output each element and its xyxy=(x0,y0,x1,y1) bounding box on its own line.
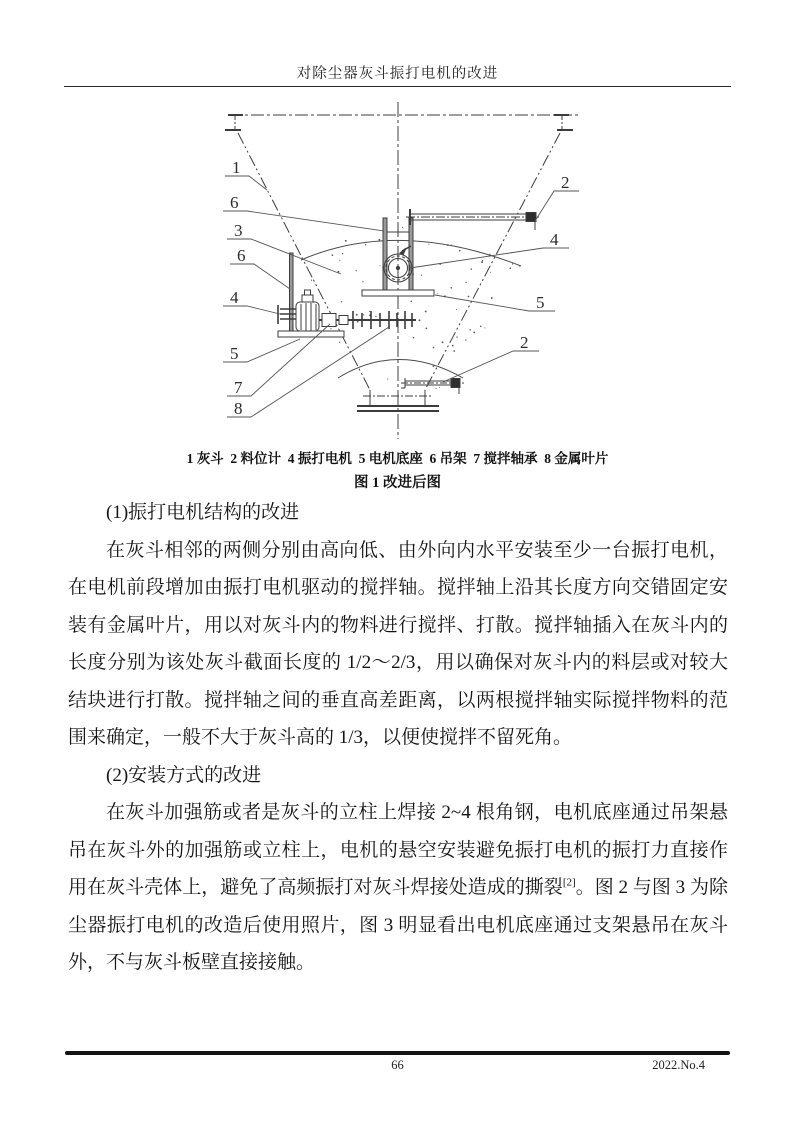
paragraph-2-text: 在灰斗加强筋或者是灰斗的立柱上焊接 2~4 根角钢，电机底座通过吊架悬吊在灰斗外的加强筋或立柱上，电机的悬空安装避免振打电机的振打力直接作用在灰斗壳体上，避免了高频振打对灰斗焊接处造成的撕裂 xyxy=(68,802,728,898)
callout-label: 3 xyxy=(234,221,243,240)
stirring-shaft xyxy=(319,311,416,329)
figure-parts-caption: 1 灰斗 2 料位计 4 振打电机 5 电机底座 6 吊架 7 搅拌轴承 8 金属叶片 xyxy=(186,451,609,466)
callout-label: 7 xyxy=(234,378,243,397)
callout-label: 1 xyxy=(232,158,241,177)
figure-1-diagram xyxy=(183,98,613,443)
level-gauge-lower xyxy=(401,378,465,394)
callout-label: 2 xyxy=(561,173,570,192)
callout-label: 6 xyxy=(230,193,239,212)
callout-label: 2 xyxy=(520,333,529,352)
page-number: 66 xyxy=(391,1058,404,1072)
running-header-title: 对除尘器灰斗振打电机的改进 xyxy=(296,66,499,82)
paragraph-2-continued: 。图 2 与图 3 为除尘器振打电机的改造后使用照片，图 3 明显看出电机底座通过支架悬吊在灰斗外，不与灰斗板壁直接接触。 xyxy=(68,877,728,973)
callout-label: 5 xyxy=(230,344,239,363)
footer-divider xyxy=(65,1051,730,1055)
callout-label: 8 xyxy=(234,399,243,418)
section-2-heading: (2)安装方式的改进 xyxy=(106,764,262,786)
header-divider xyxy=(64,86,731,87)
citation-ref: [2] xyxy=(562,876,576,889)
callout-label: 6 xyxy=(237,246,246,265)
paragraph-2 xyxy=(68,794,728,982)
figure-title: 图 1 改进后图 xyxy=(354,475,441,491)
issue-label: 2022.No.4 xyxy=(652,1058,705,1072)
callout-label: 4 xyxy=(230,288,239,307)
article-body xyxy=(68,494,728,982)
section-1-heading: (1)振打电机结构的改进 xyxy=(106,502,300,523)
callout-label: 5 xyxy=(536,293,545,312)
paragraph-1: 在灰斗相邻的两侧分别由高向低、由外向内水平安装至少一台振打电机，在电机前段增加由振打电机驱动的搅拌轴。搅拌轴上沿其长度方向交错固定安装有金属叶片，用以对灰斗内的物料进行搅拌、打散。搅拌轴插入在灰斗内的长度分别为该处灰斗截面长度的 1/2～2/3，用以确保对灰斗内的料层或对较大结块进行打散。搅拌轴之间的垂直高差距离，以两根搅拌轴实际搅拌物料的范围来确定，一般不大于灰斗高的 1/3，以便使搅拌不留死角。 xyxy=(68,539,728,748)
level-gauge-upper xyxy=(406,209,540,230)
callout-labels xyxy=(230,158,570,418)
callout-label: 4 xyxy=(550,230,559,249)
hopper-top-line xyxy=(225,115,578,131)
